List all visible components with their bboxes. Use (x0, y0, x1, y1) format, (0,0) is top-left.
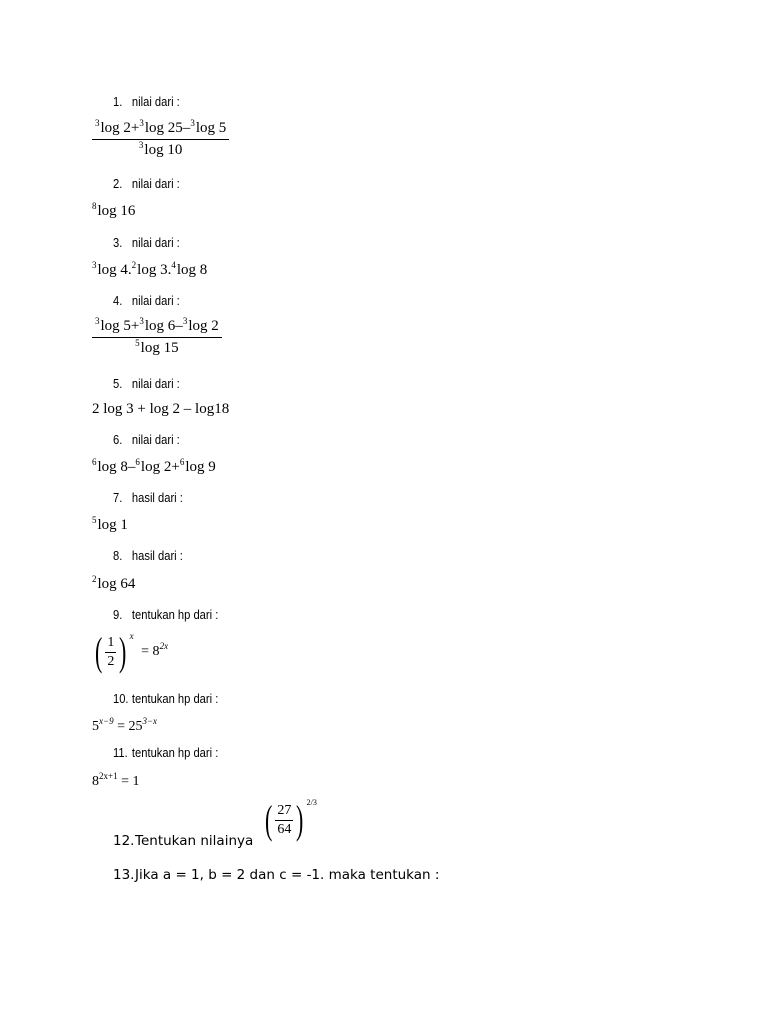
question-label: nilai dari : (131, 432, 180, 447)
question-5 (113, 376, 180, 391)
question-label: tentukan hp dari : (131, 607, 219, 622)
question-9 (113, 607, 218, 622)
denominator: $^3$log 10 (138, 140, 183, 158)
numerator: $^3$log 2+$^3$log 25–$^3$log 5 (92, 120, 229, 140)
math-9: ( 1 2 ) $^x = 8^{2x}$ (92, 632, 168, 672)
question-label: tentukan hp dari : (131, 691, 219, 706)
question-number: 9. (113, 607, 123, 622)
question-number: 7. (113, 490, 123, 505)
question-13 (113, 867, 439, 883)
question-number: 10. (113, 691, 129, 706)
question-label: tentukan hp dari : (131, 745, 219, 760)
math-8: $^2$log 64 (92, 574, 136, 592)
question-number: 5. (113, 376, 123, 391)
math-10: $5^{x-9} = 25^{3-x}$ (92, 716, 158, 734)
question-label: nilai dari : (131, 235, 180, 250)
question-number: 8. (113, 548, 123, 563)
parenthesized-fraction: ( 27 64 ) (264, 797, 304, 842)
math-2: $^8$log 16 (92, 201, 136, 219)
question-label: Jika a = 1, b = 2 dan c = -1. maka tentukan : (135, 867, 440, 883)
fraction: 1 2 (107, 634, 115, 669)
question-2 (113, 176, 180, 191)
question-number: 12. (113, 833, 135, 849)
math-4 (92, 318, 222, 357)
question-number: 4. (113, 293, 123, 308)
math-6: $^6$log 8–$^6$log 2+$^6$log 9 (92, 457, 216, 475)
fraction: 27 64 (277, 802, 292, 837)
question-4 (113, 293, 180, 308)
question-3 (113, 235, 180, 250)
exponent: x (129, 631, 134, 642)
math-1 (92, 120, 229, 159)
exponent: 2/3 (306, 798, 317, 808)
denominator: $^5$log 15 (135, 338, 179, 356)
question-12 (113, 833, 253, 849)
math-11: $8^{2x+1} = 1$ (92, 771, 140, 789)
question-label: hasil dari : (131, 548, 183, 563)
question-number: 13. (113, 867, 135, 883)
fraction (92, 120, 229, 159)
fraction (92, 318, 222, 357)
question-label: Tentukan nilainya (135, 833, 254, 849)
question-label: nilai dari : (131, 293, 180, 308)
question-label: nilai dari : (131, 176, 180, 191)
math-5: 2 log 3 + log 2 – log18 (92, 401, 230, 417)
question-label: nilai dari : (131, 376, 180, 391)
question-label: nilai dari : (131, 94, 180, 109)
parenthesized-fraction: ( 1 2 ) (94, 629, 127, 674)
question-number: 1. (113, 94, 123, 109)
question-11 (113, 745, 218, 760)
numerator: $^3$log 5+$^3$log 6–$^3$log 2 (92, 318, 222, 338)
question-number: 6. (113, 432, 123, 447)
math-12 (262, 797, 317, 842)
exponent: 2x (159, 641, 169, 652)
question-label: hasil dari : (131, 490, 183, 505)
math-7: $^5$log 1 (92, 515, 128, 533)
question-7 (113, 490, 183, 505)
question-number: 2. (113, 176, 123, 191)
question-number: 11. (113, 745, 128, 760)
question-number: 3. (113, 235, 123, 250)
math-3: $^3$log 4.$^2$log 3.$^4$log 8 (92, 260, 208, 278)
question-1 (113, 94, 180, 109)
question-10 (113, 691, 218, 706)
question-8 (113, 548, 183, 563)
question-6 (113, 432, 180, 447)
